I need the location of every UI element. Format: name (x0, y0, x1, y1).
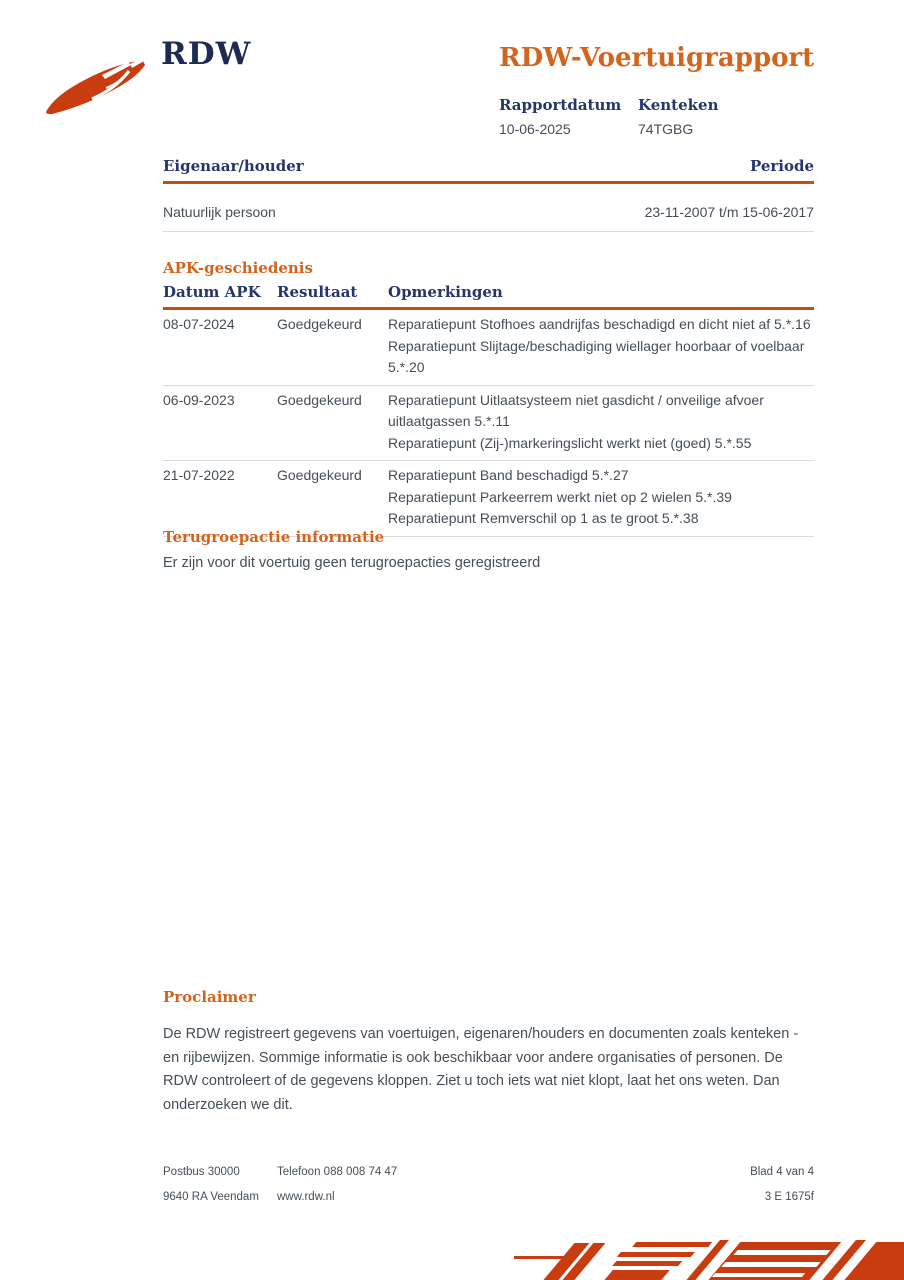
column-header-datum-apk: Datum APK (163, 283, 261, 301)
apk-date: 08-07-2024 (163, 316, 235, 332)
column-header-resultaat: Resultaat (277, 283, 358, 301)
apk-remarks (388, 314, 814, 379)
table-row (163, 461, 814, 537)
owner-row (163, 184, 814, 232)
rdw-logo-text: RDW (161, 36, 252, 72)
recall-section-title: Terugroepactie informatie (163, 528, 385, 546)
apk-table-header (163, 280, 814, 310)
rdw-flag-logo-icon (44, 54, 150, 116)
owner-value: Natuurlijk persoon (163, 204, 276, 220)
remark-line: Reparatiepunt Remverschil op 1 as te groot 5.*.38 (388, 510, 699, 526)
footer-address-line1: Postbus 30000 (163, 1166, 240, 1178)
remark-line: Reparatiepunt Band beschadigd 5.*.27 (388, 467, 629, 483)
owner-section (163, 157, 814, 232)
table-row (163, 386, 814, 462)
remark-line: Reparatiepunt Slijtage/beschadiging wiellager hoorbaar of voelbaar 5.*.20 (388, 337, 805, 375)
page-footer (163, 1166, 814, 1216)
apk-history-section (163, 259, 814, 537)
page-title: RDW-Voertuigrapport (499, 43, 815, 73)
apk-result: Goedgekeurd (277, 391, 362, 408)
kenteken-block (638, 96, 777, 137)
apk-remarks (388, 390, 814, 455)
kenteken-value: 74TGBG (638, 121, 694, 137)
period-value: 23-11-2007 t/m 15-06-2017 (644, 204, 814, 220)
owner-section-title: Eigenaar/houder (163, 157, 304, 175)
proclaimer-title: Proclaimer (163, 988, 256, 1006)
footer-doc-code: 3 E 1675f (764, 1191, 814, 1203)
recall-text: Er zijn voor dit voertuig geen terugroepacties geregistreerd (163, 555, 541, 571)
column-header-opmerkingen: Opmerkingen (388, 283, 503, 301)
rapportdatum-value: 10-06-2025 (499, 121, 571, 137)
remark-line: Reparatiepunt Stofhoes aandrijfas beschadigd en dicht niet af 5.*.16 (388, 316, 811, 332)
footer-website: www.rdw.nl (277, 1191, 335, 1203)
footer-page-info: Blad 4 van 4 (750, 1166, 814, 1178)
proclaimer-section (163, 988, 811, 1117)
apk-date: 21-07-2022 (163, 467, 235, 483)
apk-result: Goedgekeurd (277, 316, 362, 332)
apk-section-title: APK-geschiedenis (163, 259, 313, 277)
recall-section (163, 528, 814, 571)
rapportdatum-block (499, 96, 638, 137)
apk-remarks (388, 465, 814, 530)
speed-stripes-graphic (514, 1240, 904, 1280)
remark-line: Reparatiepunt Parkeerrem werkt niet op 2 wielen 5.*.39 (388, 488, 732, 505)
apk-date: 06-09-2023 (163, 391, 235, 408)
table-row (163, 310, 814, 386)
rapportdatum-label: Rapportdatum (499, 96, 622, 114)
kenteken-label: Kenteken (638, 96, 719, 114)
report-header (499, 42, 815, 137)
report-meta (499, 96, 815, 137)
remark-line: Reparatiepunt Uitlaatsysteem niet gasdicht / onveilige afvoer uitlaatgassen 5.*.11 (388, 391, 764, 429)
period-label: Periode (749, 157, 814, 175)
apk-result: Goedgekeurd (277, 467, 362, 483)
footer-phone: Telefoon 088 008 74 47 (277, 1166, 398, 1178)
footer-address-line2: 9640 RA Veendam (163, 1191, 259, 1203)
proclaimer-text: De RDW registreert gegevens van voertuigen, eigenaren/houders en documenten zoals kenteken - en rijbewijzen. Sommige informatie is ook beschikbaar voor andere organisaties of personen. De RDW controleert of de gegevens kloppen. Ziet u toch iets wat niet klopt, laat het ons weten. Dan onderzoeken we dit. (163, 1026, 799, 1113)
remark-line: Reparatiepunt (Zij-)markeringslicht werkt niet (goed) 5.*.55 (388, 434, 752, 451)
